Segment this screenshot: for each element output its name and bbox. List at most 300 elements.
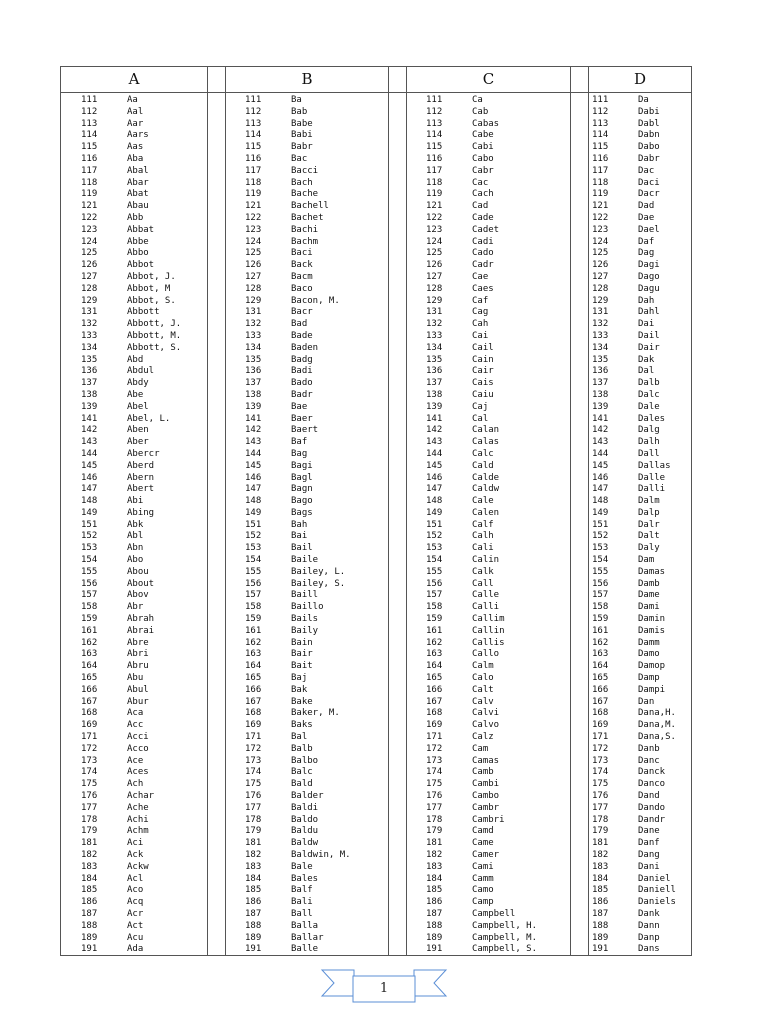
table-row [588,107,692,119]
table-row [225,838,389,850]
author-name: Bait [291,661,313,672]
cutter-number: 142 [426,425,443,436]
author-name: Caj [472,401,489,412]
table-row [406,142,571,154]
author-name: Dall [638,448,660,459]
cutter-number: 181 [81,838,98,849]
table-row [61,225,207,237]
author-name: Aa [127,95,138,105]
author-name: Badg [291,354,313,365]
author-name: Baillo [291,602,324,613]
cutter-number: 119 [592,189,609,200]
table-row [225,826,389,838]
author-name: Cabi [472,142,494,153]
cutter-number: 169 [245,720,262,731]
author-name: Abre [127,637,149,648]
cutter-number: 174 [81,767,98,778]
author-name: Balf [291,885,313,896]
cutter-number: 163 [245,649,262,660]
table-row [225,649,389,661]
cutter-number: 166 [81,684,98,695]
table-row [61,673,207,685]
author-name: Dac [638,165,655,176]
author-name: Abri [127,649,149,660]
table-row [225,803,389,815]
author-name: Cado [472,248,494,259]
author-name: Call [472,578,494,589]
cutter-number: 137 [81,378,98,389]
author-name: Abau [127,201,149,212]
cutter-number: 191 [592,944,609,955]
table-row [61,590,207,602]
author-name: Cabas [472,118,500,129]
author-name: Baf [291,437,308,448]
table-row [406,909,571,921]
table-row [406,661,571,673]
author-name: Callin [472,625,505,636]
cutter-number: 186 [81,897,98,908]
table-row [588,331,692,343]
cutter-number: 148 [426,496,443,507]
author-name: Baily [291,625,319,636]
author-name: Cadi [472,236,494,247]
author-name: Aber [127,437,149,448]
cutter-number: 129 [245,295,262,306]
cutter-number: 158 [426,602,443,613]
table-row [406,508,571,520]
cutter-number: 122 [426,212,443,223]
cutter-number: 173 [81,755,98,766]
table-row [61,850,207,862]
cutter-number: 163 [81,649,98,660]
table-row [61,166,207,178]
table-row [588,343,692,355]
table-row [225,933,389,945]
author-name: Bags [291,507,313,518]
author-name: Calvo [472,720,500,731]
cutter-number: 154 [245,555,262,566]
table-row [61,119,207,131]
table-row [61,756,207,768]
table-row [588,119,692,131]
table-row [61,484,207,496]
table-row [406,590,571,602]
cutter-number: 139 [426,401,443,412]
table-row [61,944,207,956]
author-name: Baldi [291,802,319,813]
author-name: Bac [291,153,308,164]
table-row [61,933,207,945]
cutter-number: 168 [426,708,443,719]
table-row [225,166,389,178]
table-row [61,343,207,355]
author-name: Calde [472,472,500,483]
cutter-number: 128 [592,283,609,294]
table-row [61,531,207,543]
author-name: Dabn [638,130,660,141]
cutter-number: 142 [245,425,262,436]
cutter-number: 134 [245,342,262,353]
cutter-number: 186 [592,897,609,908]
author-name: Danco [638,779,666,790]
author-name: Bag [291,448,308,459]
table-row [406,897,571,909]
cutter-number: 186 [426,897,443,908]
cutter-number: 149 [426,507,443,518]
cutter-number: 167 [592,696,609,707]
author-name: Act [127,920,144,931]
cutter-number: 131 [245,307,262,318]
author-name: Cabr [472,165,494,176]
author-name: Camas [472,755,500,766]
cutter-number: 142 [81,425,98,436]
author-name: Achar [127,791,155,802]
column-rows [588,95,692,956]
cutter-number: 177 [81,802,98,813]
table-row [588,307,692,319]
cutter-number: 154 [592,555,609,566]
author-name: Ace [127,755,144,766]
cutter-number: 169 [81,720,98,731]
cutter-number: 127 [426,271,443,282]
author-name: Calf [472,519,494,530]
cutter-number: 132 [426,319,443,330]
author-name: Dang [638,850,660,860]
author-name: Abercr [127,448,160,459]
author-name: Abbott, S. [127,342,182,353]
table-row [61,307,207,319]
author-name: Dalm [638,496,660,507]
cutter-number: 135 [426,354,443,365]
author-name: Abbott, M. [127,330,182,341]
author-name: Dabr [638,153,660,164]
cutter-number: 113 [426,118,443,129]
author-name: Cae [472,271,489,282]
table-row [406,531,571,543]
author-name: Cambri [472,814,505,825]
table-row [61,390,207,402]
author-name: Bald [291,779,313,790]
cutter-number: 111 [245,95,262,105]
cutter-number: 176 [592,791,609,802]
cutter-number: 163 [426,649,443,660]
author-name: Bal [291,732,308,743]
cutter-number: 168 [245,708,262,719]
table-row [61,838,207,850]
author-name: Dalg [638,425,660,436]
cutter-number: 188 [245,920,262,931]
cutter-number: 165 [245,673,262,684]
author-name: Aba [127,153,144,164]
cutter-number: 164 [81,661,98,672]
author-name: Dalt [638,531,660,542]
cutter-number: 123 [81,224,98,235]
table-row [61,189,207,201]
cutter-number: 136 [592,366,609,377]
cutter-number: 185 [81,885,98,896]
table-row [225,520,389,532]
cutter-number: 139 [81,401,98,412]
table-row [588,850,692,862]
author-name: Callim [472,614,505,625]
cutter-number: 163 [592,649,609,660]
table-row [61,130,207,142]
cutter-number: 125 [592,248,609,259]
cutter-number: 132 [592,319,609,330]
author-name: Daniels [638,897,676,908]
table-row [406,708,571,720]
author-name: Calen [472,507,500,518]
author-name: Dal [638,366,655,377]
table-row [406,579,571,591]
cutter-number: 141 [81,413,98,424]
table-row [61,874,207,886]
cutter-number: 174 [245,767,262,778]
author-name: Abr [127,602,144,613]
author-name: Baer [291,413,313,424]
table-row [406,449,571,461]
column-b [225,67,389,955]
cutter-number: 159 [592,614,609,625]
cutter-number: 166 [245,684,262,695]
author-name: Badi [291,366,313,377]
author-name: Dana,H. [638,708,676,719]
cutter-number: 119 [81,189,98,200]
author-name: Baert [291,425,319,436]
table-row [406,307,571,319]
cutter-number: 138 [592,389,609,400]
cutter-number: 175 [245,779,262,790]
table-row [406,355,571,367]
table-row [225,343,389,355]
author-name: Calh [472,531,494,542]
author-name: Campbell, S. [472,944,538,955]
author-name: Bagn [291,484,313,495]
cutter-number: 162 [81,637,98,648]
cutter-number: 157 [426,590,443,601]
author-name: Damin [638,614,666,625]
cutter-number: 182 [592,850,609,860]
table-row [61,520,207,532]
author-name: Aca [127,708,144,719]
cutter-number: 186 [245,897,262,908]
cutter-number: 112 [81,106,98,117]
author-name: Baker, M. [291,708,340,719]
author-name: Ack [127,850,144,860]
table-row [588,461,692,473]
author-name: Bae [291,401,308,412]
cutter-number: 114 [81,130,98,141]
table-row [61,909,207,921]
cutter-number: 138 [426,389,443,400]
author-name: Abb [127,212,144,223]
author-name: Aal [127,106,144,117]
cutter-number: 181 [426,838,443,849]
author-name: Cal [472,413,489,424]
author-name: Dalr [638,519,660,530]
table-row [588,732,692,744]
table-row [225,461,389,473]
table-row [225,355,389,367]
cutter-number: 128 [426,283,443,294]
cutter-number: 165 [592,673,609,684]
table-row [61,414,207,426]
cutter-number: 144 [245,448,262,459]
author-name: Calas [472,437,500,448]
cutter-number: 146 [245,472,262,483]
table-row [61,95,207,107]
author-name: Dalle [638,472,666,483]
author-name: Baldo [291,814,319,825]
cutter-number: 181 [592,838,609,849]
cutter-number: 161 [592,625,609,636]
cutter-number: 111 [81,95,98,105]
cutter-number: 179 [592,826,609,837]
table-row [225,331,389,343]
author-name: Babe [291,118,313,129]
table-row [225,791,389,803]
table-row [406,944,571,956]
author-name: Acq [127,897,144,908]
author-name: Dabi [638,106,660,117]
table-row [406,744,571,756]
author-name: Cac [472,177,489,188]
author-name: Baldw [291,838,319,849]
table-row [588,189,692,201]
table-row [406,331,571,343]
table-row [588,555,692,567]
table-row [588,791,692,803]
author-name: Calk [472,566,494,577]
cutter-number: 121 [245,201,262,212]
cutter-number: 153 [592,543,609,554]
table-row [225,119,389,131]
cutter-number: 179 [426,826,443,837]
cutter-number: 156 [81,578,98,589]
table-row [588,213,692,225]
author-name: Abel [127,401,149,412]
author-name: Daniel [638,873,671,884]
cutter-number: 141 [426,413,443,424]
author-name: Abbot, J. [127,271,176,282]
author-name: Callis [472,637,505,648]
table-row [61,142,207,154]
table-row [406,260,571,272]
cutter-number: 125 [81,248,98,259]
cutter-number: 178 [592,814,609,825]
table-row [588,319,692,331]
cutter-number: 185 [426,885,443,896]
table-row [406,720,571,732]
author-name: Ach [127,779,144,790]
author-name: Campbell [472,908,516,919]
author-name: Danp [638,932,660,943]
table-row [588,484,692,496]
table-row [61,649,207,661]
cutter-number: 112 [426,106,443,117]
author-name: Baks [291,720,313,731]
cutter-number: 116 [592,153,609,164]
table-row [225,496,389,508]
cutter-number: 158 [592,602,609,613]
table-row [588,649,692,661]
cutter-number: 117 [81,165,98,176]
author-name: Bair [291,649,313,660]
cutter-number: 188 [426,920,443,931]
author-name: Calc [472,448,494,459]
column-divider [207,67,208,955]
cutter-number: 167 [81,696,98,707]
cutter-number: 135 [245,354,262,365]
cutter-number: 171 [592,732,609,743]
table-row [588,779,692,791]
author-name: Abbe [127,236,149,247]
author-name: Dalh [638,437,660,448]
cutter-number: 189 [592,932,609,943]
cutter-number: 152 [81,531,98,542]
author-name: Dalb [638,378,660,389]
cutter-number: 133 [426,330,443,341]
table-row [406,815,571,827]
cutter-number: 165 [426,673,443,684]
table-row [61,260,207,272]
cutter-number: 161 [245,625,262,636]
cutter-number: 173 [592,755,609,766]
author-name: Campbell, H. [472,920,538,931]
cutter-number: 126 [245,260,262,271]
author-name: Dacr [638,189,660,200]
table-row [406,437,571,449]
cutter-number: 118 [81,177,98,188]
table-row [225,732,389,744]
author-name: Babi [291,130,313,141]
cutter-number: 179 [245,826,262,837]
cutter-number: 184 [426,873,443,884]
author-name: Calm [472,661,494,672]
cutter-number: 172 [426,743,443,754]
cutter-number: 111 [592,95,609,105]
table-row [61,284,207,296]
table-row [61,708,207,720]
table-row [588,402,692,414]
table-row [61,237,207,249]
author-name: Camp [472,897,494,908]
cutter-number: 177 [592,802,609,813]
table-row [225,555,389,567]
table-row [588,862,692,874]
author-name: Bake [291,696,313,707]
table-row [588,437,692,449]
cutter-number: 122 [245,212,262,223]
table-row [225,862,389,874]
author-name: Abo [127,555,144,566]
table-row [61,543,207,555]
table-row [61,638,207,650]
cutter-number: 162 [245,637,262,648]
table-row [406,237,571,249]
cutter-number: 162 [592,637,609,648]
table-row [406,732,571,744]
table-row [406,673,571,685]
table-row [61,862,207,874]
cutter-number: 134 [592,342,609,353]
cutter-number: 138 [81,389,98,400]
author-name: Daniell [638,885,676,896]
table-row [406,767,571,779]
author-name: Calvi [472,708,500,719]
cutter-number: 144 [81,448,98,459]
author-name: Bales [291,873,319,884]
